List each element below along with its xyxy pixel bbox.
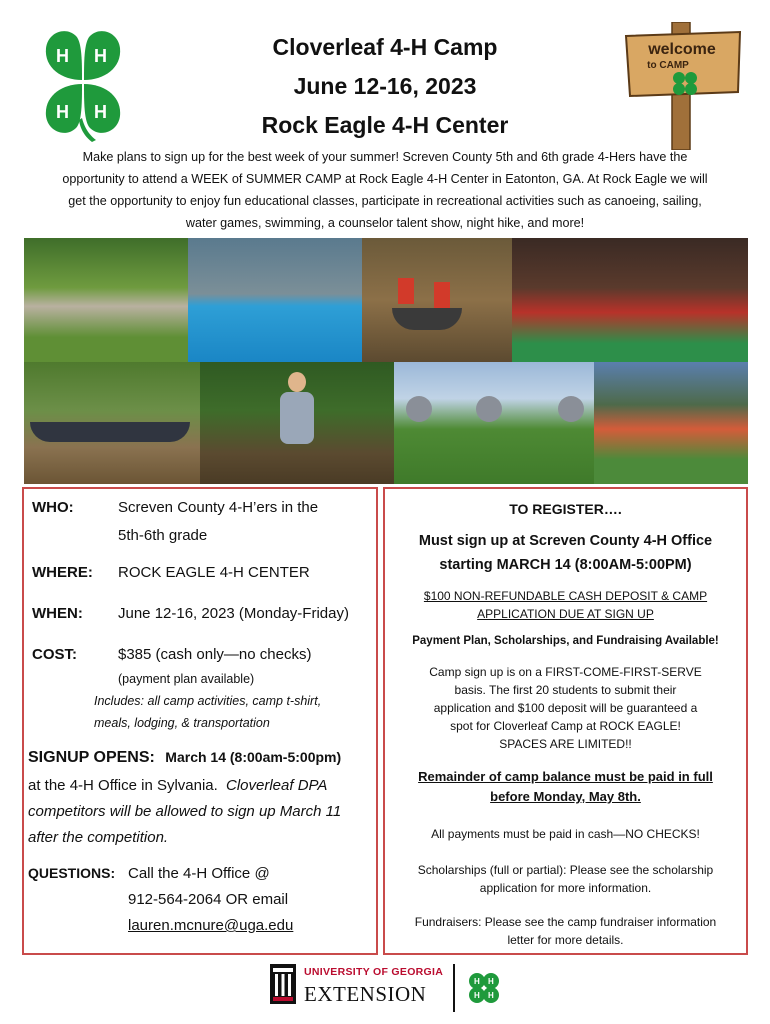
- register-must-line2: starting MARCH 14 (8:00AM-5:00PM): [439, 557, 692, 573]
- photo-collage: [24, 238, 748, 484]
- svg-text:H: H: [474, 991, 480, 1000]
- photo-swimming-pool: [188, 238, 362, 362]
- uga-extension-logo: [270, 962, 450, 1012]
- intro-line: get the opportunity to enjoy fun educational classes, participate in recreational activities such as canoeing, sailing,: [68, 194, 702, 208]
- who-value-line1: Screven County 4-H’ers in the: [118, 499, 319, 516]
- fcfs-line4: spot for Cloverleaf Camp at ROCK EAGLE!: [450, 719, 681, 733]
- photo-nature-trail: [24, 238, 188, 362]
- remainder-line1: Remainder of camp balance must be paid in full: [418, 769, 713, 784]
- flyer-header: [200, 28, 570, 145]
- when-label: WHEN:: [32, 605, 83, 622]
- questions-email-link[interactable]: lauren.mcnure@uga.edu: [128, 917, 294, 934]
- registration-panel: [383, 487, 748, 955]
- camp-dates: June 12-16, 2023: [293, 73, 477, 99]
- questions-line1: Call the 4-H Office @: [128, 865, 270, 882]
- photo-creek-girl: [200, 362, 394, 484]
- photo-camper-group: [594, 362, 748, 484]
- scholarship-line2: application for more information.: [479, 881, 652, 895]
- intro-line: opportunity to attend a WEEK of SUMMER CAMP at Rock Eagle 4-H Center in Eatonton, GA. At Rock Eagle we will: [62, 172, 708, 186]
- who-value-line2: 5th-6th grade: [118, 527, 208, 544]
- photo-talent-show: [512, 238, 748, 362]
- sign-to-camp-text: to CAMP: [647, 60, 689, 71]
- 4h-clover-logo: [22, 22, 142, 142]
- payment-plan-note: Payment Plan, Scholarships, and Fundraising Available!: [412, 635, 719, 647]
- when-value: June 12-16, 2023 (Monday-Friday): [118, 605, 349, 622]
- questions-label: QUESTIONS:: [28, 865, 116, 881]
- signup-location: [28, 777, 327, 794]
- svg-text:H: H: [56, 46, 69, 66]
- signup-date: March 14 (8:00am-5:00pm): [165, 749, 342, 765]
- questions-phone: 912-564-2064 OR email: [128, 891, 289, 908]
- signup-dpa-note-start: Cloverleaf DPA: [226, 777, 328, 794]
- signup-heading: [28, 749, 341, 767]
- fundraiser-line2: letter for more details.: [507, 933, 624, 947]
- register-title: TO REGISTER….: [509, 501, 622, 517]
- footer-divider: [453, 964, 455, 1012]
- svg-text:H: H: [488, 991, 494, 1000]
- scholarship-line1: Scholarships (full or partial): Please see the scholarship: [417, 863, 714, 877]
- signup-dpa-note-line2: competitors will be allowed to sign up March 11: [28, 803, 342, 820]
- fcfs-line5: SPACES ARE LIMITED!!: [499, 737, 632, 751]
- photo-canoe-group: [24, 362, 200, 484]
- svg-text:H: H: [94, 46, 107, 66]
- camp-location: Rock Eagle 4-H Center: [261, 112, 509, 138]
- svg-text:H: H: [56, 102, 69, 122]
- deposit-line2: APPLICATION DUE AT SIGN UP: [477, 607, 654, 621]
- photo-archery: [394, 362, 594, 484]
- cost-payment-plan-note: (payment plan available): [118, 672, 255, 686]
- uga-arch-icon: [270, 964, 296, 1004]
- uga-name: UNIVERSITY OF GEORGIA: [304, 966, 444, 978]
- signup-location-text: at the 4-H Office in Sylvania.: [28, 777, 218, 794]
- photo-canoeing: [362, 238, 512, 362]
- signup-dpa-note-line3: after the competition.: [28, 829, 169, 846]
- fcfs-line1: Camp sign up is on a FIRST-COME-FIRST-SERVE: [429, 665, 702, 679]
- includes-line1: Includes: all camp activities, camp t-shirt,: [94, 694, 322, 708]
- fcfs-line3: application and $100 deposit will be guaranteed a: [433, 701, 698, 715]
- svg-text:H: H: [488, 977, 494, 986]
- svg-text:H: H: [474, 977, 480, 986]
- cash-only-note: All payments must be paid in cash—NO CHECKS!: [431, 827, 700, 841]
- sign-welcome-text: welcome: [648, 41, 716, 58]
- deposit-line1: $100 NON-REFUNDABLE CASH DEPOSIT & CAMP: [423, 589, 708, 603]
- fundraiser-line1: Fundraisers: Please see the camp fundraiser information: [414, 915, 717, 929]
- intro-paragraph: [28, 146, 742, 234]
- welcome-sign-illustration: [622, 22, 744, 150]
- extension-name: EXTENSION: [304, 982, 427, 1006]
- remainder-line2: before Monday, May 8th.: [490, 789, 641, 804]
- register-must-line1: Must sign up at Screven County 4-H Office: [418, 533, 713, 549]
- fcfs-line2: basis. The first 20 students to submit their: [454, 683, 677, 697]
- 4h-clover-small-logo: [466, 970, 502, 1006]
- intro-line: water games, swimming, a counselor talent show, night hike, and more!: [185, 216, 585, 230]
- where-label: WHERE:: [32, 564, 93, 581]
- event-details-panel: [22, 487, 378, 955]
- signup-label: SIGNUP OPENS:: [28, 749, 155, 766]
- who-label: WHO:: [32, 499, 74, 516]
- where-value: ROCK EAGLE 4-H CENTER: [118, 564, 310, 581]
- camp-title: Cloverleaf 4-H Camp: [272, 34, 498, 60]
- cost-value: $385 (cash only—no checks): [118, 646, 312, 663]
- svg-text:H: H: [94, 102, 107, 122]
- includes-line2: meals, lodging, & transportation: [94, 716, 270, 730]
- cost-label: COST:: [32, 646, 77, 663]
- intro-line: Make plans to sign up for the best week of your summer! Screven County 5th and 6th grade 4-Hers have the: [82, 150, 688, 164]
